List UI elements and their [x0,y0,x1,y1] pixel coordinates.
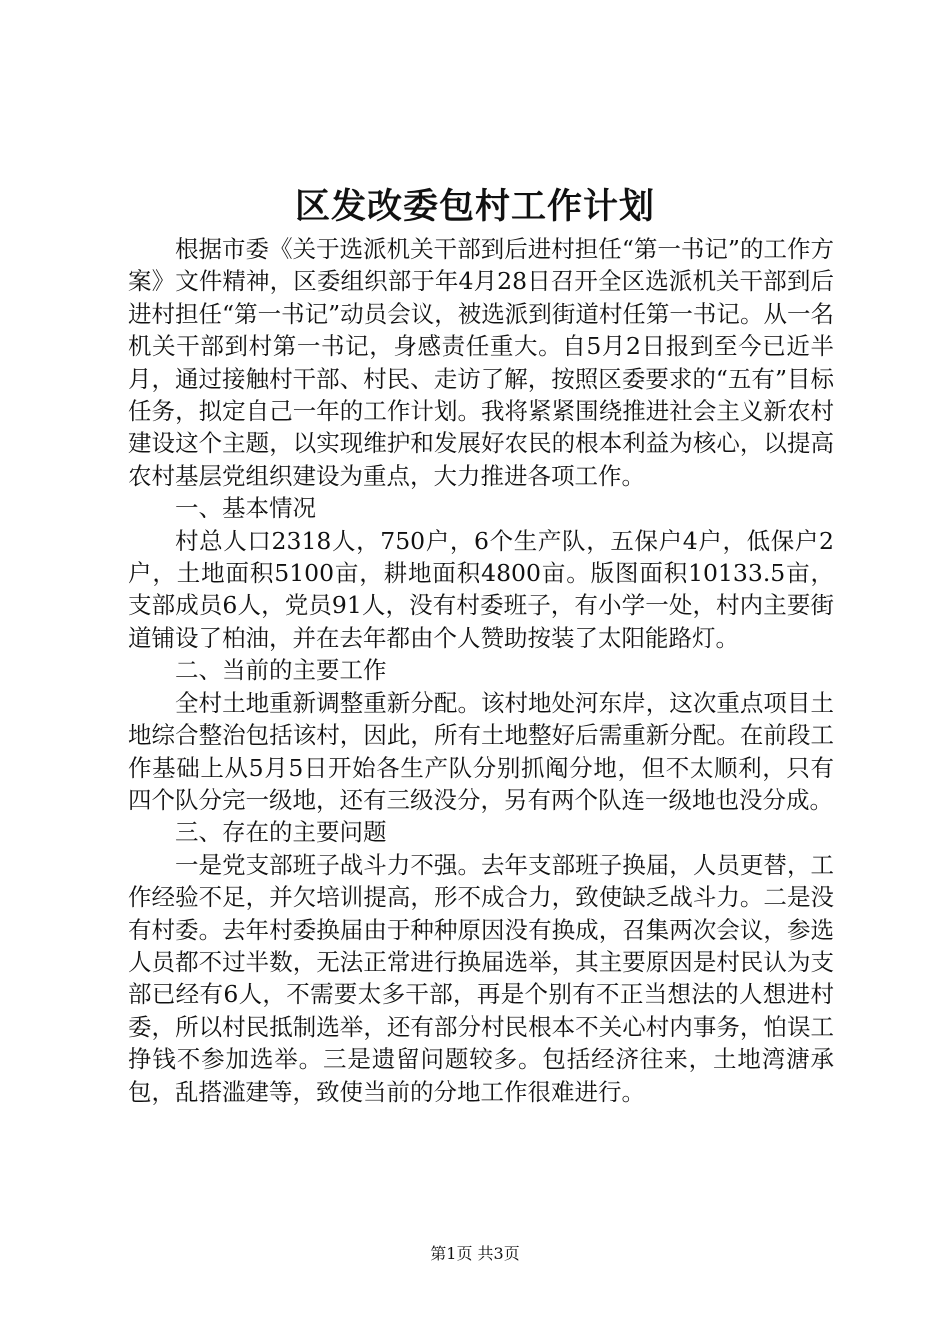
paragraph-current-work: 全村土地重新调整重新分配。该村地处河东岸，这次重点项目土地综合整治包括该村，因此，所有土地整好后需重新分配。在前段工作基础上从5月5日开始各生产队分别抓阄分地，但不太顺利，只有四个队分完一级地，还有三级没分，另有两个队连一级地也没分成。 [128,688,834,814]
document-title: 区发改委包村工作计划 [294,186,655,227]
paragraph-basic-info: 村总人口2318人，750户，6个生产队，五保户4户，低保户2户，土地面积5100亩，耕地面积4800亩。版图面积10133.5亩，支部成员6人，党员91人，没有村委班子，有小学一处，村内主要街道铺设了柏油，并在去年都由个人赞助按装了太阳能路灯。 [128,526,834,652]
section-heading-current-work: 二、当前的主要工作 [175,656,387,685]
section-heading-problems: 三、存在的主要问题 [175,818,387,847]
paragraph-intro: 根据市委《关于选派机关干部到后进村担任“第一书记”的工作方案》文件精神，区委组织部于年4月28日召开全区选派机关干部到后进村担任“第一书记”动员会议，被选派到街道村任第一书记。从一名机关干部到村第一书记，身感责任重大。自5月2日报到至今已近半月，通过接触村干部、村民、走访了解，按照区委要求的“五有”目标任务，拟定自己一年的工作计划。我将紧紧围绕推进社会主义新农村建设这个主题，以实现维护和发展好农民的根本利益为核心，以提高农村基层党组织建设为重点，大力推进各项工作。 [128,235,834,490]
document-body [128,233,834,1108]
section-heading-basic-info: 一、基本情况 [175,494,316,523]
paragraph-problems: 一是党支部班子战斗力不强。去年支部班子换届，人员更替，工作经验不足，并欠培训提高，形不成合力，致使缺乏战斗力。二是没有村委。去年村委换届由于种种原因没有换成，召集两次会议，参选人员都不过半数，无法正常进行换届选举，其主要原因是村民认为支部已经有6人，不需要太多干部，再是个别有不正当想法的人想进村委，所以村民抵制选举，还有部分村民根本不关心村内事务，怕误工挣钱不参加选举。三是遗留问题较多。包括经济往来，土地湾溏承包，乱搭滥建等，致使当前的分地工作很难进行。 [128,850,834,1106]
page-footer: 第1页 共3页 [430,1244,520,1263]
